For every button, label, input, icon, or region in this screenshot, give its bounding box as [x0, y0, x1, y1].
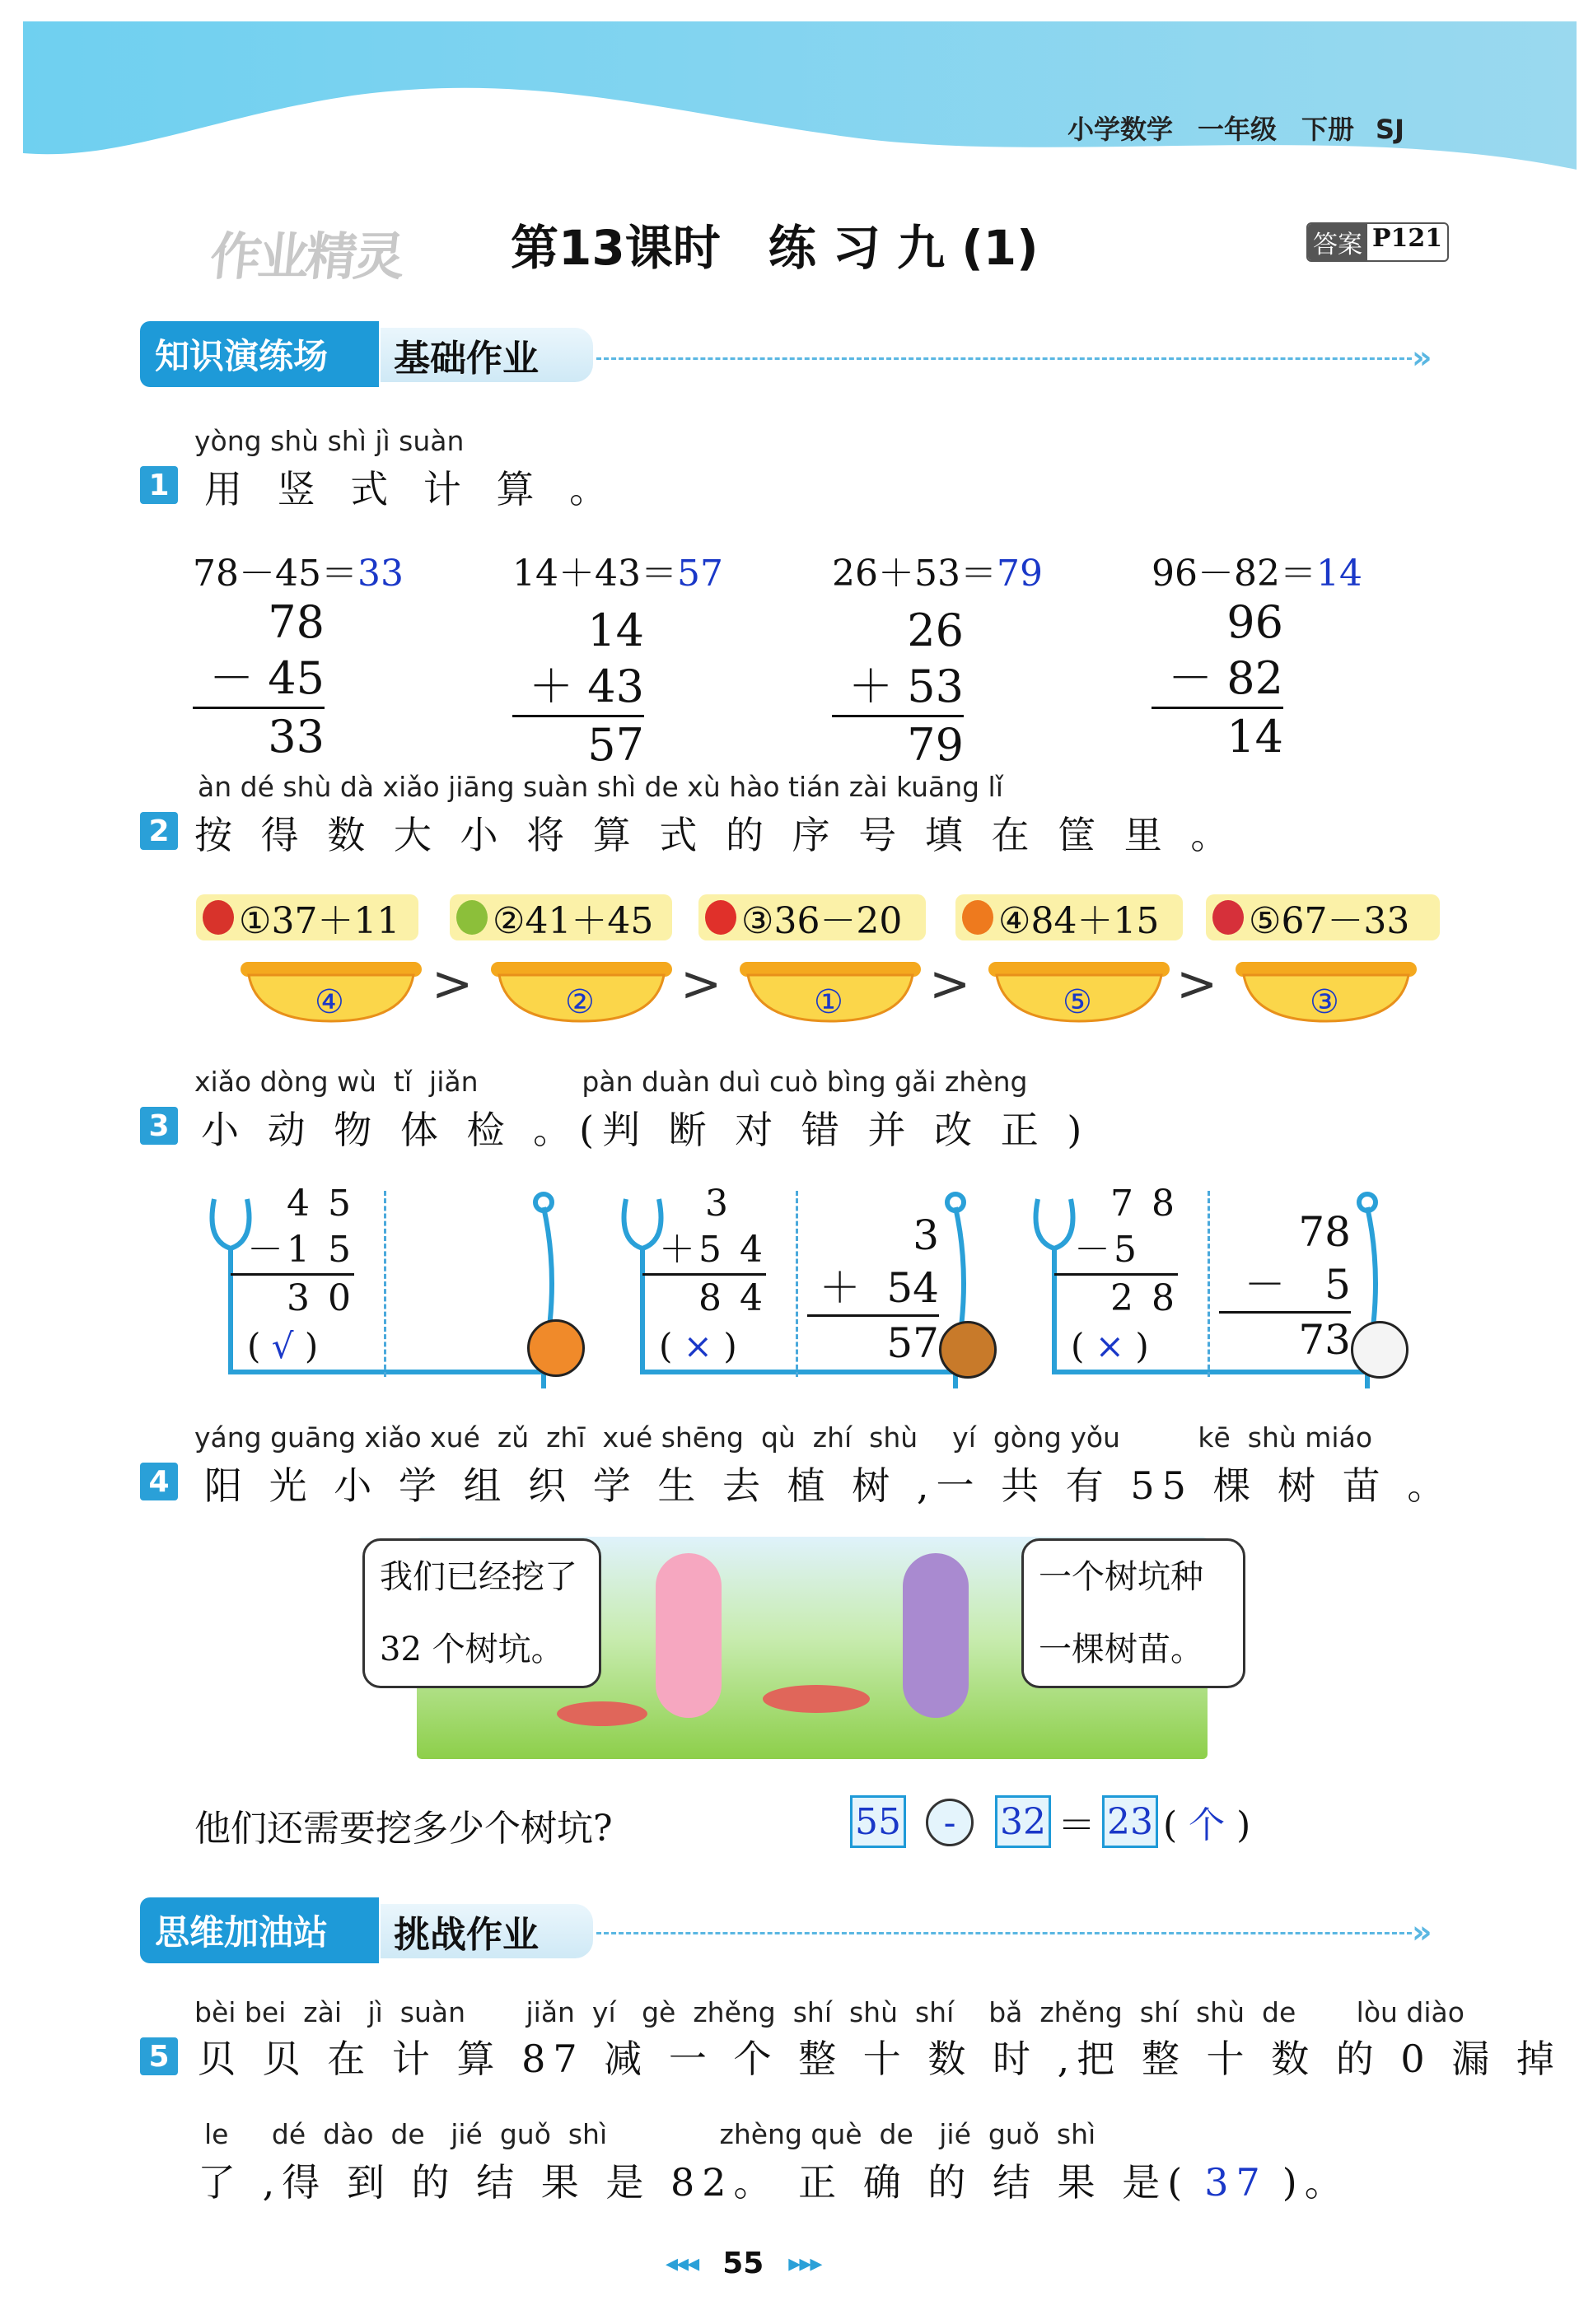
mouse-icon	[1351, 1321, 1408, 1379]
basket-3: ①	[740, 959, 921, 1033]
q1-eq: 96－82＝	[1152, 553, 1316, 595]
card-divider-3	[1208, 1191, 1210, 1377]
card3-calc: 7 8 －5 2 8	[1054, 1181, 1178, 1322]
page-footer	[666, 2247, 820, 2280]
q3-pinyin: xiǎo dòng wù tǐ jiǎn pàn duàn duì cuò bìng gǎi zhèng	[194, 1066, 1028, 1098]
q5-answer: 37	[1204, 2160, 1268, 2205]
q2-text: 按 得 数 大 小 将 算 式 的 序 号 填 在 筐 里 。	[194, 813, 1237, 857]
q1-vertical-2: 14 ＋ 43 57	[512, 603, 644, 773]
card1-calc: 4 5 －1 5 3 0	[231, 1181, 354, 1322]
header-term: 下册	[1301, 114, 1355, 145]
q1-text: 用 竖 式 计 算 。	[204, 467, 619, 511]
q4-number: 4	[140, 1463, 178, 1500]
fruit-card-1: ①37＋11	[196, 894, 418, 940]
basket-5: ③	[1236, 959, 1417, 1033]
header-info	[1067, 109, 1404, 147]
gt-sign-2: >	[680, 955, 722, 1013]
card-divider-2	[796, 1191, 798, 1377]
gt-sign-4: >	[1176, 955, 1218, 1013]
header-grade: 一年级	[1198, 114, 1278, 145]
answer-label: 答案	[1308, 224, 1367, 260]
pear-icon	[456, 900, 488, 935]
q5-pinyin-2: le dé dào de jié guǒ shì zhèng què de jié guǒ shì	[204, 2118, 1096, 2150]
page-title: 第13课时 练 习 九 (1)	[511, 220, 1039, 276]
q5-text-2: 了 ,得 到 的 结 果 是 82。 正 确 的 结 果 是( 37 )。	[198, 2160, 1350, 2205]
page-number: 55	[722, 2247, 764, 2280]
tiger-icon	[527, 1319, 585, 1377]
section1-chevrons: »	[1412, 339, 1432, 376]
q1-eq-answer: 14	[1315, 553, 1362, 595]
q5-text-1: 贝 贝 在 计 算 87 减 一 个 整 十 数 时 ,把 整 十 数 的 0 漏 掉	[198, 2037, 1562, 2081]
basket-2: ②	[491, 959, 672, 1033]
watermark-logo: 作业精灵	[207, 226, 405, 287]
q3-text: 小 动 物 体 检 。(判 断 对 错 并 改 正 )	[201, 1108, 1091, 1152]
q1-eq-answer: 33	[357, 553, 404, 595]
card1-mark: ( √ )	[247, 1326, 319, 1366]
lychee-icon	[1212, 900, 1244, 935]
fruit-card-4: ④84＋15	[955, 894, 1183, 940]
monkey-icon	[939, 1321, 997, 1379]
section1-label: 知识演练场	[140, 321, 379, 387]
page-right-arrows-icon: ▸▸▸	[788, 2249, 821, 2278]
card2-mark: ( × )	[659, 1326, 737, 1366]
strawberry-icon	[203, 900, 234, 935]
q1-pinyin: yòng shù shì jì suàn	[194, 425, 465, 457]
q1-eq: 14＋43＝	[512, 553, 677, 595]
apple-icon	[705, 900, 736, 935]
q2-number: 2	[140, 812, 178, 850]
answer-box-c: 23	[1102, 1795, 1158, 1848]
q4-question: 他们还需要挖多少个树坑?	[194, 1808, 613, 1850]
q1-number: 1	[140, 466, 178, 504]
unit-paren: ( 个 )	[1163, 1804, 1251, 1846]
q1-vertical-4: 96 － 82 14	[1152, 595, 1283, 765]
boy-figure	[903, 1553, 969, 1718]
gt-sign-3: >	[929, 955, 971, 1013]
card3-mark: ( × )	[1071, 1326, 1149, 1366]
q1-eq-answer: 79	[996, 553, 1043, 595]
q1-vertical-3: 26 ＋ 53 79	[832, 603, 964, 773]
q1-item-2	[512, 544, 723, 596]
speech-bubble-girl: 我们已经挖了 32 个树坑。	[362, 1538, 601, 1688]
q1-eq: 26＋53＝	[832, 553, 997, 595]
section1-sub: 基础作业	[381, 328, 593, 382]
basket-1: ④	[241, 959, 422, 1033]
q3-number: 3	[140, 1107, 178, 1145]
q2-pinyin: àn dé shù dà xiǎo jiāng suàn shì de xù hào tián zài kuāng lǐ	[198, 771, 1003, 803]
pit-mound	[763, 1685, 870, 1713]
q1-item-3	[832, 544, 1043, 596]
equals-sign: ＝	[1058, 1803, 1095, 1847]
section2-sub: 挑战作业	[381, 1904, 593, 1958]
card3-correction: 78 － 5 73	[1219, 1206, 1351, 1366]
card-divider-1	[384, 1191, 386, 1377]
fruit-card-5: ⑤67－33	[1206, 894, 1440, 940]
q1-eq: 78－45＝	[193, 553, 357, 595]
card2-calc: 3 ＋5 4 8 4	[642, 1181, 766, 1322]
answer-box-b: 32	[995, 1795, 1051, 1848]
page-left-arrows-icon: ◂◂◂	[666, 2249, 698, 2278]
gt-sign-1: >	[432, 955, 474, 1013]
card2-correction: 3 ＋ 54 57	[807, 1209, 939, 1370]
girl-figure	[656, 1553, 722, 1718]
section1-divider	[596, 357, 1412, 360]
section2-label: 思维加油站	[140, 1897, 379, 1963]
header-edition: SJ	[1376, 114, 1404, 145]
q1-item-1	[193, 544, 404, 596]
section2-divider	[596, 1932, 1412, 1934]
answer-ref	[1306, 222, 1449, 262]
answer-box-a: 55	[850, 1795, 906, 1848]
section2-chevrons: »	[1412, 1914, 1432, 1950]
basket-4: ⑤	[988, 959, 1170, 1033]
q1-vertical-1: 78 － 45 33	[193, 595, 325, 765]
q4-text: 阳 光 小 学 组 织 学 生 去 植 树 ,一 共 有 55 棵 树 苗 。	[204, 1463, 1453, 1508]
fruit-card-3: ③36－20	[698, 894, 926, 940]
q5-number: 5	[140, 2037, 178, 2075]
q5-pinyin-1: bèi bei zài jì suàn jiǎn yí gè zhěng shí shù shí bǎ zhěng shí shù de lòu diào	[194, 1996, 1465, 2028]
header-book: 小学数学	[1067, 114, 1174, 145]
pit-mound	[557, 1701, 647, 1726]
fruit-card-2: ②41＋45	[450, 894, 672, 940]
speech-bubble-boy: 一个树坑种 一棵树苗。	[1021, 1538, 1245, 1688]
operator-circle: -	[926, 1799, 974, 1846]
q4-pinyin: yáng guāng xiǎo xué zǔ zhī xué shēng qù zhí shù yí gòng yǒu kē shù miáo	[194, 1421, 1373, 1454]
q1-eq-answer: 57	[676, 553, 723, 595]
answer-page: P121	[1372, 224, 1443, 253]
q1-item-4	[1152, 544, 1362, 596]
orange-icon	[962, 900, 993, 935]
